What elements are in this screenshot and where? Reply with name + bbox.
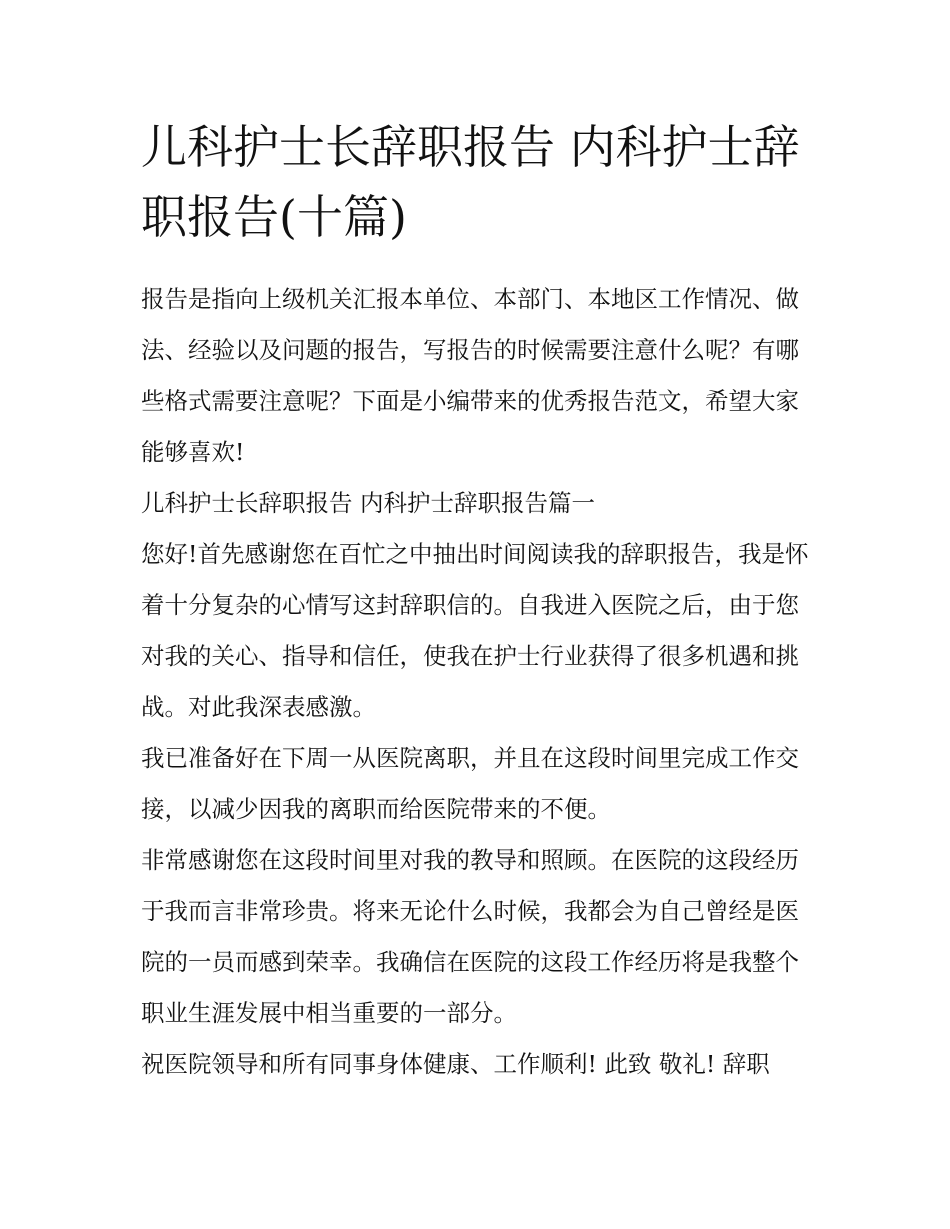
document-title: 儿科护士长辞职报告 内科护士辞职报告(十篇) — [141, 120, 800, 244]
intro-paragraph: 报告是指向上级机关汇报本单位、本部门、本地区工作情况、做法、经验以及问题的报告，写报告的时候需要注意什么呢？有哪些格式需要注意呢？下面是小编带来的优秀报告范文，希望大家能够喜欢! — [141, 285, 799, 466]
body-paragraph: 我已准备好在下周一从医院离职，并且在这段时间里完成工作交接，以减少因我的离职而给医院带来的不便。 — [141, 744, 799, 823]
section-heading: 儿科护士长辞职报告 内科护士辞职报告篇一 — [141, 489, 595, 517]
body-paragraph: 您好!首先感谢您在百忙之中抽出时间阅读我的辞职报告，我是怀着十分复杂的心情写这封辞职信的。自我进入医院之后，由于您对我的关心、指导和信任，使我在护士行业获得了很多机遇和挑战。对此我深表感激。 — [141, 540, 809, 721]
document-body — [141, 112, 813, 1090]
body-paragraph: 非常感谢您在这段时间里对我的教导和照顾。在医院的这段经历于我而言非常珍贵。将来无论什么时候，我都会为自己曾经是医院的一员而感到荣幸。我确信在医院的这段工作经历将是我整个职业生涯发展中相当重要的一部分。 — [141, 846, 799, 1027]
closing-paragraph: 祝医院领导和所有同事身体健康、工作顺利! 此致 敬礼! 辞职 — [141, 1050, 770, 1078]
